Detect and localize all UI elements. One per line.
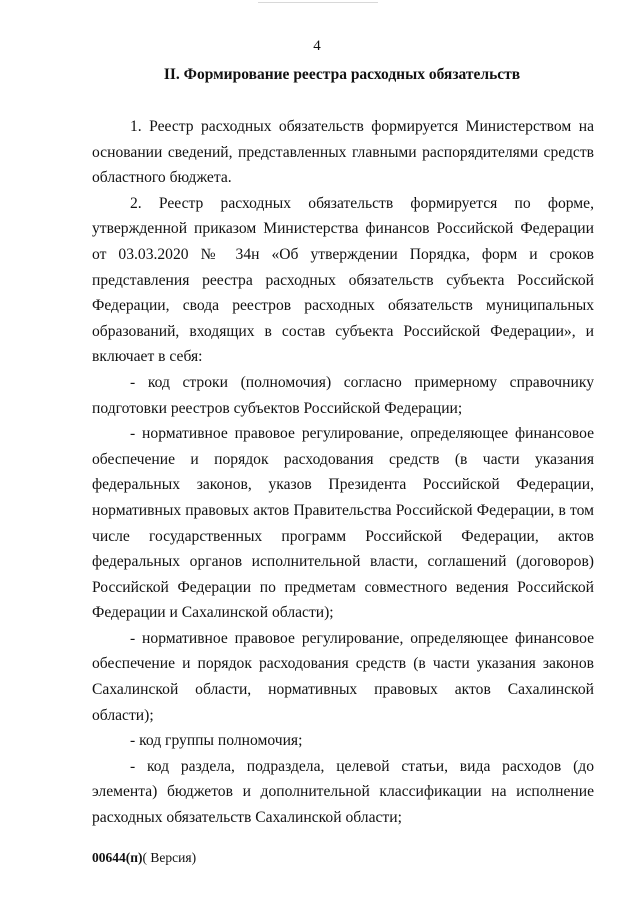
list-item-federal-regulation: - нормативное правовое регулирование, определяющее финансовое обеспечение и порядок расходования средств (в части указания федеральных законов, указов Президента Российской Федерации, нормативных правовых актов Правительства Российской Федерации, в том числе государственных программ Российской Федерации, актов федеральных органов исполнительной власти, соглашений (договоров) Российской Федерации по предметам совместного ведения Российской Федерации и Сахалинской области); xyxy=(92,425,594,622)
footer-version: ( Версия) xyxy=(142,850,197,865)
document-body xyxy=(92,114,594,831)
list-item-authority-group-code: - код группы полномочия; xyxy=(130,732,303,750)
section-title: II. Формирование реестра расходных обязательств xyxy=(163,66,521,83)
footer-code: 00644(п) xyxy=(92,850,143,865)
paragraph-1: 1. Реестр расходных обязательств формируется Министерством на основании сведений, представленных главными распорядителями средств областного бюджета. xyxy=(92,118,594,187)
page-number: 4 xyxy=(313,38,321,54)
list-item-budget-classification: - код раздела, подраздела, целевой статьи, вида расходов (до элемента) бюджетов и дополнительной классификации на исполнение расходных обязательств Сахалинской области; xyxy=(92,757,594,827)
footer-document-code xyxy=(92,850,196,866)
paragraph-2: 2. Реестр расходных обязательств формируется по форме, утвержденной приказом Министерства финансов Российской Федерации от 03.03.2020 № 34н «Об утверждении Порядка, форм и сроков представления реестра расходных обязательств субъекта Российской Федерации, свода реестров расходных обязательств муниципальных образований, входящих в состав субъекта Российской Федерации», и включает в себя: xyxy=(92,194,594,366)
list-item-line-code: - код строки (полномочия) согласно примерному справочнику подготовки реестров субъектов Российской Федерации; xyxy=(92,373,594,417)
list-item-regional-regulation: - нормативное правовое регулирование, определяющее финансовое обеспечение и порядок расходования средств (в части указания законов Сахалинской области, нормативных правовых актов Сахалинской области); xyxy=(92,629,594,724)
top-edge-rule xyxy=(258,2,378,3)
